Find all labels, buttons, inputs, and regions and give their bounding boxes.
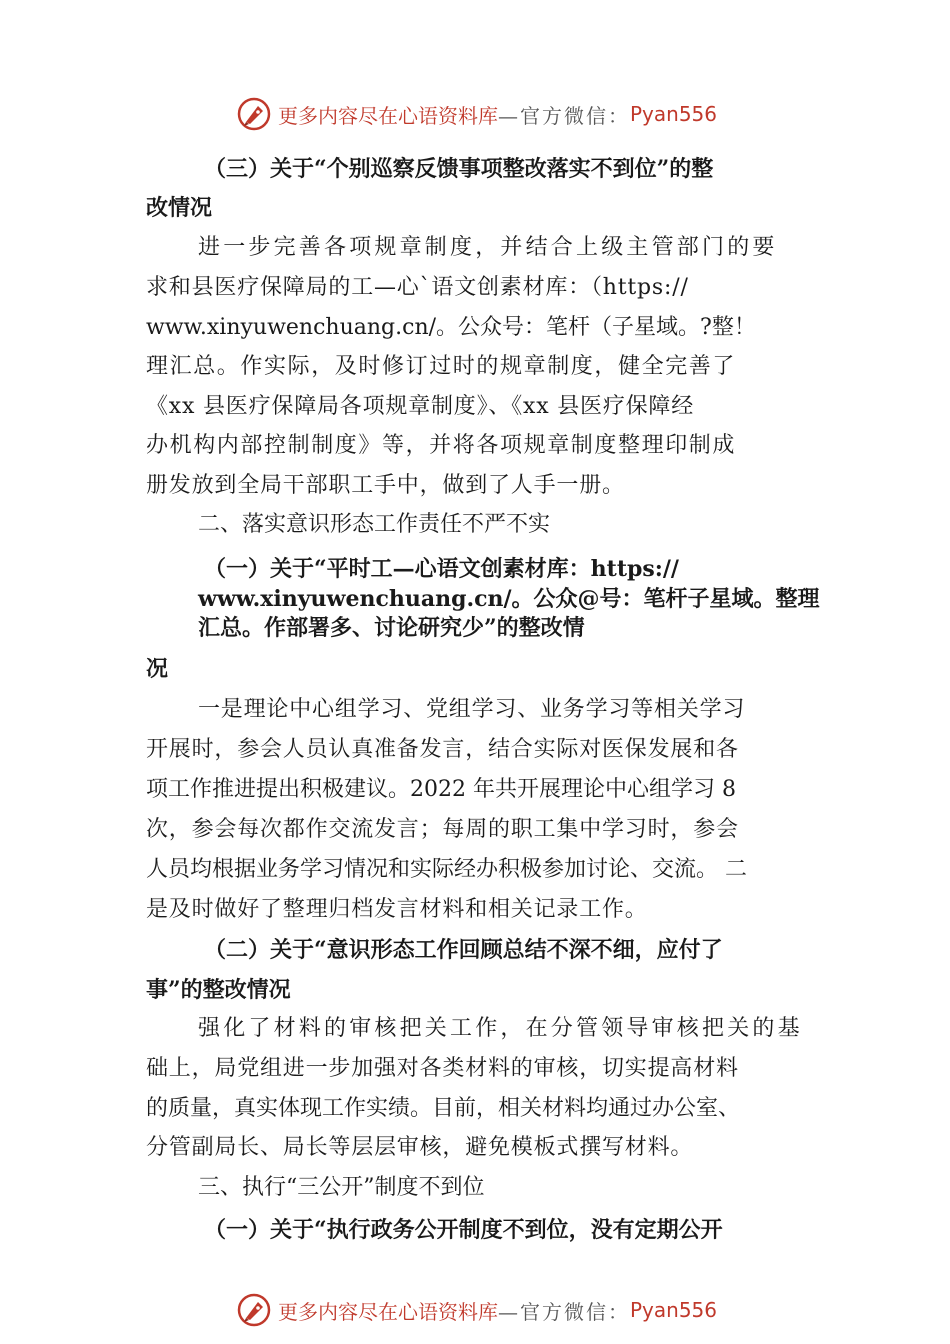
banner-wechat-label: —官方微信： — [498, 103, 630, 128]
chapter-heading: 二、落实意识形态工作责任不严不实 — [198, 512, 551, 537]
paragraph-line: 开展时，参会人员认真准备发言，结合实际对医保发展和各 — [146, 737, 739, 762]
section-heading-continued: 况 — [146, 656, 169, 682]
paragraph-line: 是及时做好了整理归档发言材料和相关记录工作。 — [146, 897, 648, 922]
header-watermark-banner — [236, 96, 717, 132]
section-heading-continued: 汇总。作部署多、讨论研究少”的整改情 — [198, 615, 585, 641]
section-heading: （三）关于“个别巡察反馈事项整改落实不到位”的整 — [204, 156, 714, 182]
paragraph-line: www.xinyuwenchuang.cn/。公众号：笔杆（子星域。?整！ — [146, 315, 756, 340]
pen-nib-logo-icon — [236, 1292, 272, 1328]
section-heading: （一）关于“执行政务公开制度不到位，没有定期公开 — [204, 1217, 723, 1243]
paragraph-line: 办机构内部控制制度》等，并将各项规章制度整理印制成 — [146, 433, 737, 458]
paragraph-line: 一是理论中心组学习、党组学习、业务学习等相关学习 — [198, 697, 746, 722]
banner-brand-text: 更多内容尽在心语资料库 — [278, 1299, 498, 1324]
paragraph-line: 人员均根据业务学习情况和实际经办积极参加讨论、交流。 二 — [146, 857, 747, 882]
paragraph-line: 次，参会每次都作交流发言；每周的职工集中学习时，参会 — [146, 817, 739, 842]
section-heading: （二）关于“意识形态工作回顾总结不深不细，应付了 — [204, 937, 723, 963]
section-heading: （一）关于“平时工—心语文创素材库：https:// — [204, 556, 679, 582]
section-heading-continued: 改情况 — [146, 195, 213, 221]
paragraph-line: 《xx 县医疗保障局各项规章制度》、《xx 县医疗保障经 — [146, 394, 695, 419]
banner-wechat-label: —官方微信： — [498, 1299, 630, 1324]
paragraph-line: 理汇总。作实际，及时修订过时的规章制度，健全完善了 — [146, 354, 737, 379]
paragraph-line: 础上，局党组进一步加强对各类材料的审核，切实提高材料 — [146, 1056, 739, 1081]
banner-wechat-id: Pyan556 — [630, 102, 718, 126]
section-heading-continued: 事”的整改情况 — [146, 977, 291, 1003]
paragraph-line: 册发放到全局干部职工手中，做到了人手一册。 — [146, 473, 625, 498]
paragraph-line: 进一步完善各项规章制度，并结合上级主管部门的要 — [198, 235, 778, 260]
footer-watermark-banner — [236, 1292, 717, 1328]
pen-nib-logo-icon — [236, 96, 272, 132]
paragraph-line: 的质量，真实体现工作实绩。目前，相关材料均通过办公室、 — [146, 1096, 741, 1121]
paragraph-line: 分管副局长、局长等层层审核，避免模板式撰写材料。 — [146, 1135, 694, 1160]
banner-wechat-id: Pyan556 — [630, 1298, 718, 1322]
paragraph-line: 项工作推进提出积极建议。2022 年共开展理论中心组学习 8 — [146, 777, 736, 802]
section-heading-continued: www.xinyuwenchuang.cn/。公众@号：笔杆子星域。整理 — [198, 586, 820, 612]
paragraph-line: 求和县医疗保障局的工—心`语文创素材库：（https:// — [146, 275, 689, 300]
banner-brand-text: 更多内容尽在心语资料库 — [278, 103, 498, 128]
paragraph-line: 强化了材料的审核把关工作，在分管领导审核把关的基 — [198, 1016, 803, 1041]
chapter-heading: 三、执行“三公开”制度不到位 — [198, 1175, 485, 1200]
